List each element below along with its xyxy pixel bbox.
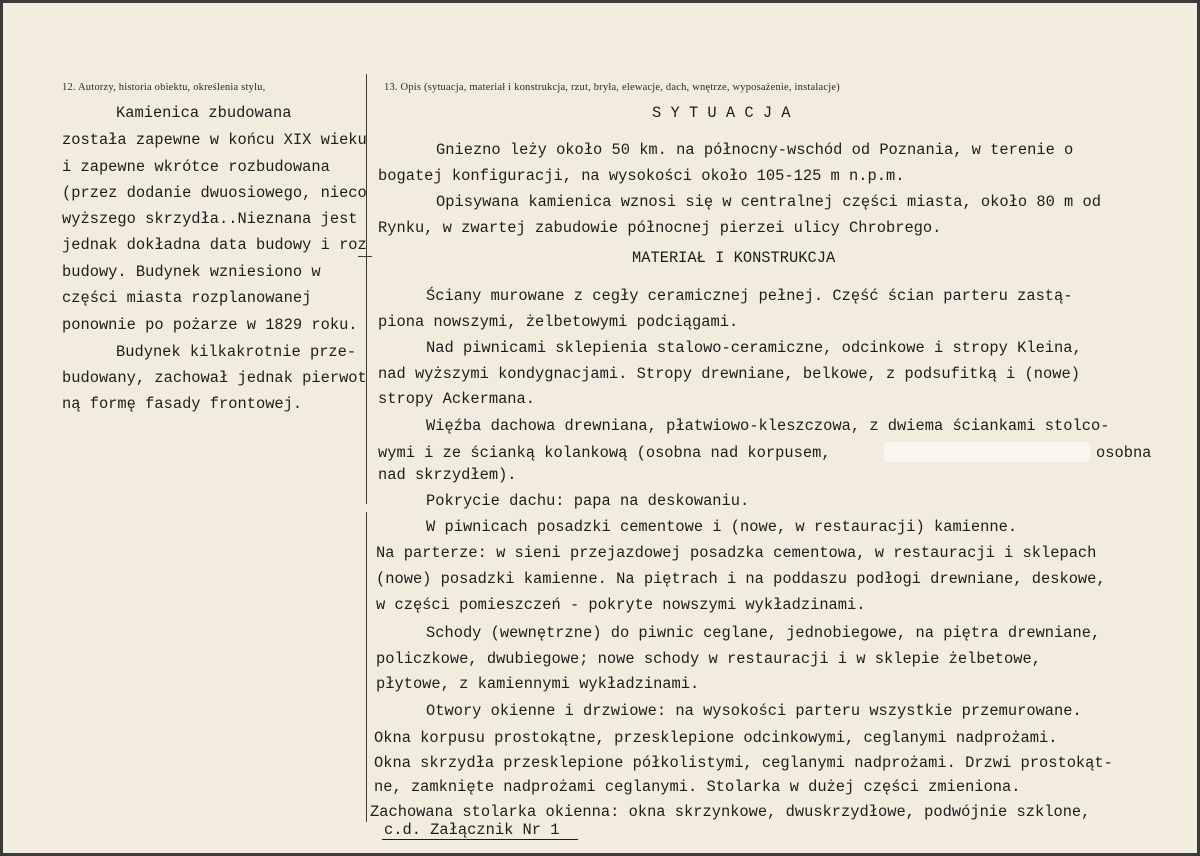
history-text-line: budowany, zachował jednak pierwot (62, 369, 367, 387)
description-text-line: stropy Ackermana. (378, 390, 536, 408)
description-text-line: W piwnicach posadzki cementowe i (nowe, w restauracji) kamienne. (426, 518, 1018, 536)
history-text-line: Budynek kilkakrotnie prze- (116, 343, 357, 361)
divider-tick (358, 256, 372, 257)
description-text-line: (nowe) posadzki kamienne. Na piętrach i na poddaszu podłogi drewniane, deskowe, (376, 570, 1106, 588)
history-text-line: budowy. Budynek wzniesiono w (62, 263, 321, 281)
description-text-line: Nad piwnicami sklepienia stalowo-ceramiczne, odcinkowe i stropy Kleina, (426, 339, 1082, 357)
section-heading-material: MATERIAŁ I KONSTRUKCJA (632, 249, 836, 267)
description-text-line: Okna korpusu prostokątne, przesklepione odcinkowymi, ceglanymi nadprożami. (374, 729, 1058, 747)
description-text-line: nad skrzydłem). (378, 466, 517, 484)
description-text-line: Opisywana kamienica wznosi się w centralnej części miasta, około 80 m od (436, 193, 1101, 211)
history-text-line: jednak dokładna data budowy i roz (62, 236, 367, 254)
history-text-line: ną formę fasady frontowej. (62, 395, 303, 413)
description-text-line: osobna (1096, 444, 1152, 462)
history-text-line: (przez dodanie dwuosiowego, nieco (62, 184, 367, 202)
history-text-line: ponownie po pożarze w 1829 roku. (62, 316, 358, 334)
description-text-line: bogatej konfiguracji, na wysokości około 105-125 m n.p.m. (378, 167, 905, 185)
description-text-line: Na parterze: w sieni przejazdowej posadzka cementowa, w restauracji i sklepach (376, 544, 1097, 562)
description-text-line: Gniezno leży około 50 km. na północny-wschód od Poznania, w terenie o (436, 141, 1074, 159)
description-text-line: Pokrycie dachu: papa na deskowaniu. (426, 492, 750, 510)
redacted-area (884, 442, 1090, 462)
history-text-line: części miasta rozplanowanej (62, 289, 312, 307)
description-text-line: Więźba dachowa drewniana, płatwiowo-kleszczowa, z dwiema ściankami stolco- (426, 417, 1110, 435)
history-text-line: Kamienica zbudowana (116, 104, 292, 122)
section-13-header: 13. Opis (sytuacja, materiał i konstrukcja, rzut, bryła, elewacje, dach, wnętrze, wyposażenie, instalacje) (384, 82, 840, 93)
continuation-note: c.d. Załącznik Nr 1 (384, 821, 560, 839)
continuation-underline (382, 839, 578, 840)
description-text-line: Schody (wewnętrzne) do piwnic ceglane, jednobiegowe, na piętra drewniane, (426, 624, 1101, 642)
description-text-line: Zachowana stolarka okienna: okna skrzynkowe, dwuskrzydłowe, podwójnie szklone, (370, 803, 1091, 821)
description-text-line: wymi i ze ścianką kolankową (osobna nad korpusem, (378, 444, 831, 462)
section-12-header: 12. Autorzy, historia obiektu, określenia stylu, (62, 82, 266, 93)
description-text-line: w części pomieszczeń - pokryte nowszymi wykładzinami. (376, 596, 866, 614)
history-text-line: została zapewne w końcu XIX wieku (62, 131, 367, 149)
description-text-line: Rynku, w zwartej zabudowie północnej pierzei ulicy Chrobrego. (378, 219, 942, 237)
description-text-line: Ściany murowane z cegły ceramicznej pełnej. Część ścian parteru zastą- (426, 287, 1073, 305)
history-text-line: i zapewne wkrótce rozbudowana (62, 158, 330, 176)
section-heading-sytuacja: S Y T U A C J A (652, 104, 791, 122)
description-text-line: nad wyższymi kondygnacjami. Stropy drewniane, belkowe, z podsufitką i (nowe) (378, 365, 1080, 383)
description-text-line: Okna skrzydła przesklepione półkolistymi, ceglanymi nadprożami. Drzwi prostokąt- (374, 754, 1113, 772)
description-text-line: płytowe, z kamiennymi wykładzinami. (376, 675, 700, 693)
column-divider-lower (366, 512, 367, 822)
description-text-line: Otwory okienne i drzwiowe: na wysokości parteru wszystkie przemurowane. (426, 702, 1082, 720)
history-text-line: wyższego skrzydła..Nieznana jest (62, 210, 358, 228)
description-text-line: policzkowe, dwubiegowe; nowe schody w restauracji i w sklepie żelbetowe, (376, 650, 1041, 668)
description-text-line: piona nowszymi, żelbetowymi podciągami. (378, 313, 739, 331)
description-text-line: ne, zamknięte nadprożami ceglanymi. Stolarka w dużej części zmieniona. (374, 778, 1021, 796)
